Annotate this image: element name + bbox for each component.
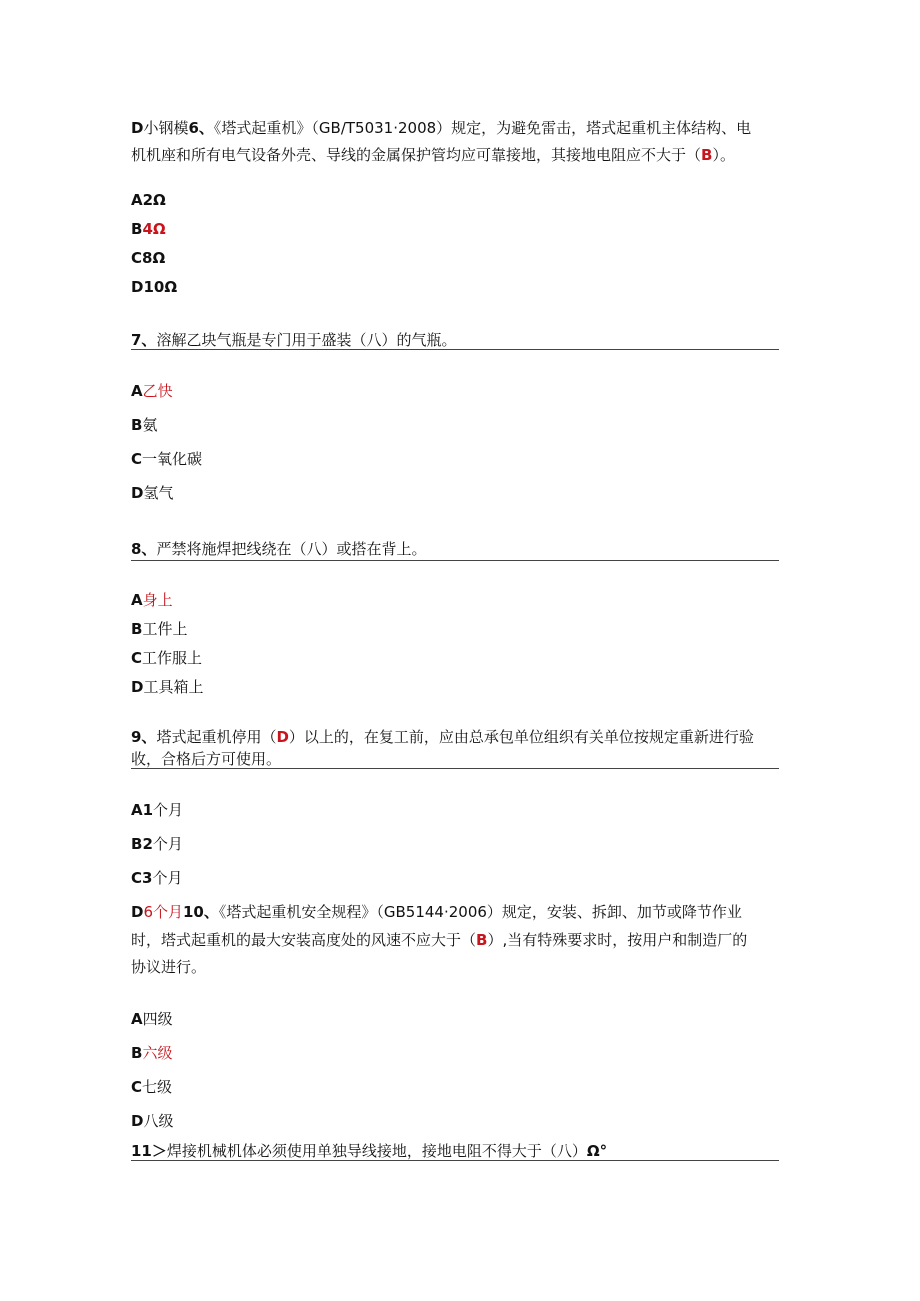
option-text: 工件上 [142, 620, 188, 638]
option-letter: A [131, 191, 143, 209]
option-number: 3 [142, 869, 153, 887]
q7-number: 7、 [131, 331, 157, 349]
q10-line-1 [131, 899, 742, 925]
q9-stem-line-1: 塔式起重机停用（ [156, 728, 277, 746]
option-letter: C [131, 249, 143, 267]
q9-option-b [131, 831, 183, 857]
option-letter: A [131, 1010, 143, 1028]
q9-rule [131, 768, 779, 769]
option-text: 个月 [152, 869, 183, 887]
option-letter: C [131, 1078, 143, 1096]
q9-option-d-answer: 6个月 [143, 903, 183, 921]
q6-line-1 [131, 115, 751, 141]
option-text: 氢气 [143, 484, 174, 502]
q8-option-b [131, 616, 187, 642]
option-text: 10Ω [143, 278, 178, 296]
q7-rule [131, 349, 779, 350]
option-letter: D [131, 278, 144, 296]
q6-stem-line-2-end: ）。 [712, 146, 735, 164]
option-letter: D [131, 1112, 144, 1130]
q8-rule [131, 560, 779, 561]
option-number: 1 [142, 801, 154, 819]
q11-stem-text: 焊接机械机体必须使用单独导线接地，接地电阻不得大于（八） [166, 1142, 587, 1160]
q10-line-2 [131, 927, 747, 953]
q6-option-b [131, 216, 166, 242]
q6-answer: B [701, 146, 713, 164]
option-letter: B [131, 1044, 143, 1062]
q6-line-2 [131, 142, 735, 168]
q10-option-c [131, 1074, 172, 1100]
q6-stem-line-1: 《塔式起重机》（GB/T5031·2008）规定，为避免雷击，塔式起重机主体结构、电 [213, 119, 752, 137]
option-text: 工具箱上 [143, 678, 204, 696]
option-letter: B [131, 620, 143, 638]
q6-prev-option-text: 小钢模 [143, 119, 189, 137]
q7-option-c [131, 446, 202, 472]
q6-option-a [131, 187, 166, 213]
option-text: 个月 [153, 801, 184, 819]
q7-stem-text: 溶解乙块气瓶是专门用于盛装（八）的气瓶。 [156, 331, 457, 349]
q8-stem-text: 严禁将施焊把线绕在（八）或搭在背上。 [156, 540, 427, 558]
option-letter: D [131, 678, 144, 696]
q9-stem-line-2: 收，合格后方可使用。 [131, 750, 282, 768]
option-letter: B [131, 220, 143, 238]
option-letter: B [131, 835, 143, 853]
q10-stem-line-2: 时，塔式起重机的最大安装高度处的风速不应大于（ [131, 931, 477, 949]
option-letter: A [131, 382, 143, 400]
q10-answer: B [476, 931, 488, 949]
q9-answer: D [276, 728, 289, 746]
option-text: 2Ω [142, 191, 166, 209]
q10-option-a [131, 1006, 173, 1032]
option-letter: A [131, 591, 143, 609]
q9-option-a [131, 797, 183, 823]
q11-stem-tail: Ω° [586, 1142, 608, 1160]
q6-option-c [131, 245, 165, 271]
q10-option-b [131, 1040, 172, 1066]
q10-number: 10、 [183, 903, 219, 921]
q6-option-d [131, 274, 177, 300]
option-letter: D [131, 484, 144, 502]
option-text: 8Ω [142, 249, 166, 267]
q7-option-d [131, 480, 173, 506]
option-text: 七级 [142, 1078, 173, 1096]
option-text: 八级 [143, 1112, 174, 1130]
option-text: 氨 [142, 416, 158, 434]
q10-stem-line-2-end: ）,当有特殊要求时，按用户和制造厂的 [487, 931, 748, 949]
option-text: 个月 [152, 835, 183, 853]
option-letter: A [131, 801, 143, 819]
option-text-answer: 身上 [142, 591, 173, 609]
q9-option-d-letter: D [131, 903, 144, 921]
q9-number: 9、 [131, 728, 157, 746]
q10-stem-line-1: 《塔式起重机安全规程》（GB5144·2006）规定，安装、拆卸、加节或降节作业 [218, 903, 742, 921]
q8-stem [131, 536, 426, 562]
q10-option-d [131, 1108, 173, 1134]
option-text-answer: 4Ω [142, 220, 166, 238]
q10-line-3 [131, 954, 206, 980]
q10-stem-line-3: 协议进行。 [131, 958, 207, 976]
option-letter: B [131, 416, 143, 434]
q8-number: 8、 [131, 540, 157, 558]
option-text: 四级 [142, 1010, 173, 1028]
q7-option-a [131, 378, 173, 404]
q11-rule [131, 1160, 779, 1161]
q6-stem-line-2: 机机座和所有电气设备外壳、导线的金属保护管均应可靠接地，其接地电阻应不大于（ [131, 146, 702, 164]
option-text: 一氧化碳 [142, 450, 203, 468]
option-text-answer: 乙快 [142, 382, 173, 400]
q7-option-b [131, 412, 157, 438]
q6-number: 6、 [188, 119, 214, 137]
q11-number: 11＞ [131, 1142, 167, 1160]
q9-stem-line-1-end: ）以上的，在复工前，应由总承包单位组织有关单位按规定重新进行验 [288, 728, 754, 746]
q8-option-a [131, 587, 173, 613]
option-letter: C [131, 450, 143, 468]
q8-option-d [131, 674, 203, 700]
option-letter: C [131, 649, 143, 667]
q8-option-c [131, 645, 202, 671]
q9-option-c [131, 865, 182, 891]
option-letter: C [131, 869, 143, 887]
option-text-answer: 六级 [142, 1044, 173, 1062]
option-number: 2 [142, 835, 153, 853]
q6-prev-option-letter: D [131, 119, 144, 137]
option-text: 工作服上 [142, 649, 203, 667]
